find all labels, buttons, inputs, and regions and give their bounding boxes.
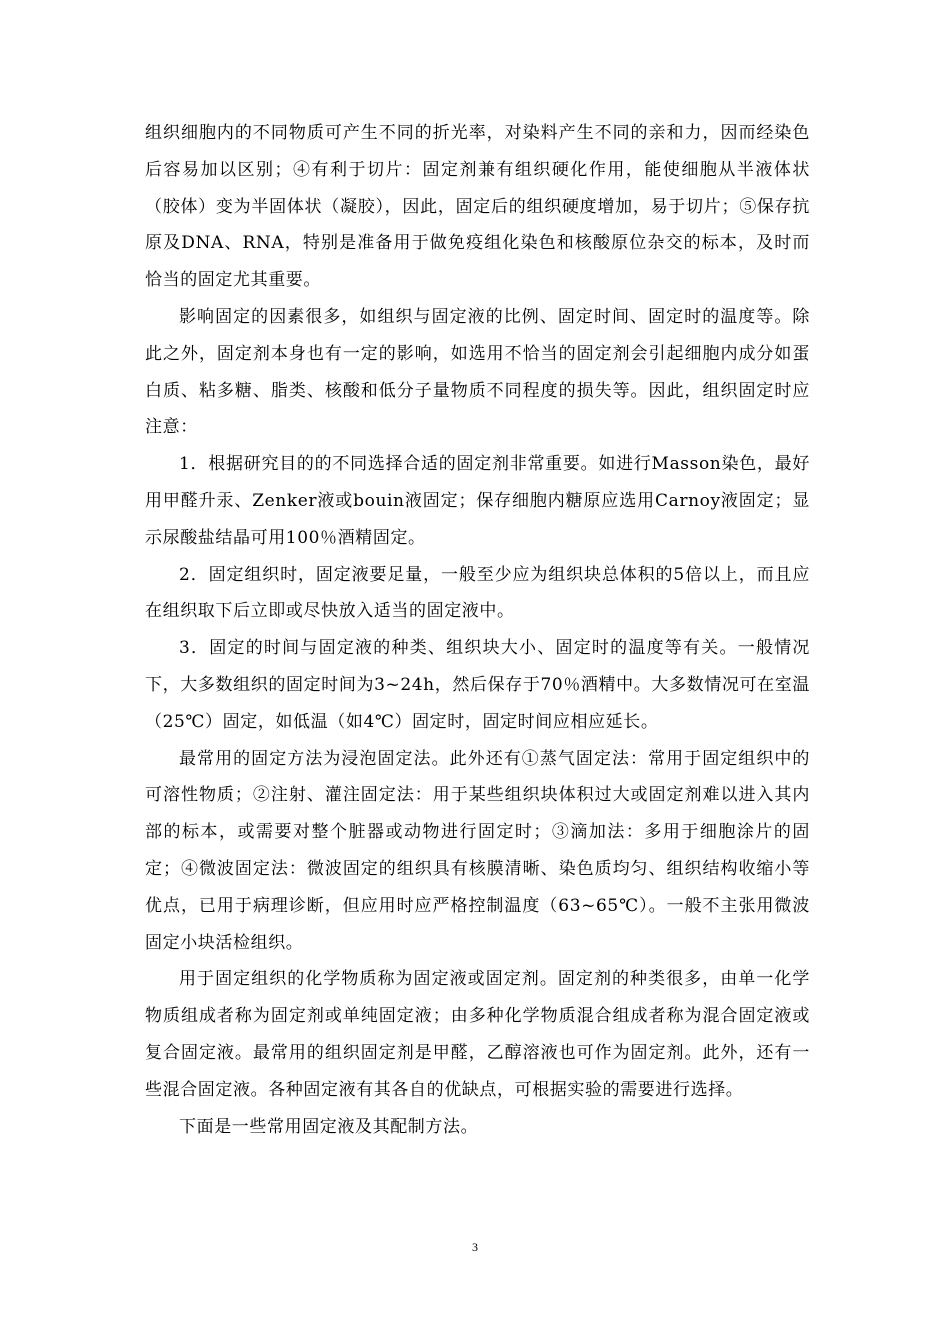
paragraph-continuation: 组织细胞内的不同物质可产生不同的折光率，对染料产生不同的亲和力，因而经染色后容易加以区别；④有利于切片：固定剂兼有组织硬化作用，能使细胞从半液体状（胶体）变为半固体状（凝胶），因此，固定后的组织硬度增加，易于切片；⑤保存抗原及DNA、RNA，特别是准备用于做免疫组化染色和核酸原位杂交的标本，及时而恰当的固定尤其重要。 [145, 123, 810, 291]
page-number: 3 [472, 1240, 478, 1254]
document-body [145, 115, 810, 1145]
paragraph-fixatives: 用于固定组织的化学物质称为固定液或固定剂。固定剂的种类很多，由单一化学物质组成者称为固定剂或单纯固定液；由多种化学物质混合组成者称为混合固定液或复合固定液。最常用的组织固定剂是甲醛，乙醇溶液也可作为固定剂。此外，还有一些混合固定液。各种固定液有其各自的优缺点，可根据实验的需要进行选择。 [145, 969, 810, 1100]
list-item-2: 2．固定组织时，固定液要足量，一般至少应为组织块总体积的5倍以上，而且应在组织取下后立即或尽快放入适当的固定液中。 [145, 564, 810, 622]
list-item-1: 1．根据研究目的的不同选择合适的固定剂非常重要。如进行Masson染色，最好用甲醛升汞、Zenker液或bouin液固定；保存细胞内糖原应选用Carnoy液固定；显示尿酸盐结晶可用100％酒精固定。 [145, 454, 810, 548]
list-item-3: 3．固定的时间与固定液的种类、组织块大小、固定时的温度等有关。一般情况下，大多数组织的固定时间为3~24h，然后保存于70％酒精中。大多数情况可在室温（25℃）固定，如低温（如4℃）固定时，固定时间应相应延长。 [145, 638, 810, 732]
paragraph-intro-list: 下面是一些常用固定液及其配制方法。 [179, 1116, 479, 1137]
paragraph-fixation-methods: 最常用的固定方法为浸泡固定法。此外还有①蒸气固定法：常用于固定组织中的可溶性物质；②注射、灌注固定法：用于某些组织块体积过大或固定剂难以进入其内部的标本，或需要对整个脏器或动物进行固定时；③滴加法：多用于细胞涂片的固定；④微波固定法：微波固定的组织具有核膜清晰、染色质均匀、组织结构收缩小等优点，已用于病理诊断，但应用时应严格控制温度（63~65℃）。一般不主张用微波固定小块活检组织。 [145, 748, 810, 953]
paragraph-fixation-factors: 影响固定的因素很多，如组织与固定液的比例、固定时间、固定时的温度等。除此之外，固定剂本身也有一定的影响，如选用不恰当的固定剂会引起细胞内成分如蛋白质、粘多糖、脂类、核酸和低分子量物质不同程度的损失等。因此，组织固定时应注意： [145, 306, 810, 438]
